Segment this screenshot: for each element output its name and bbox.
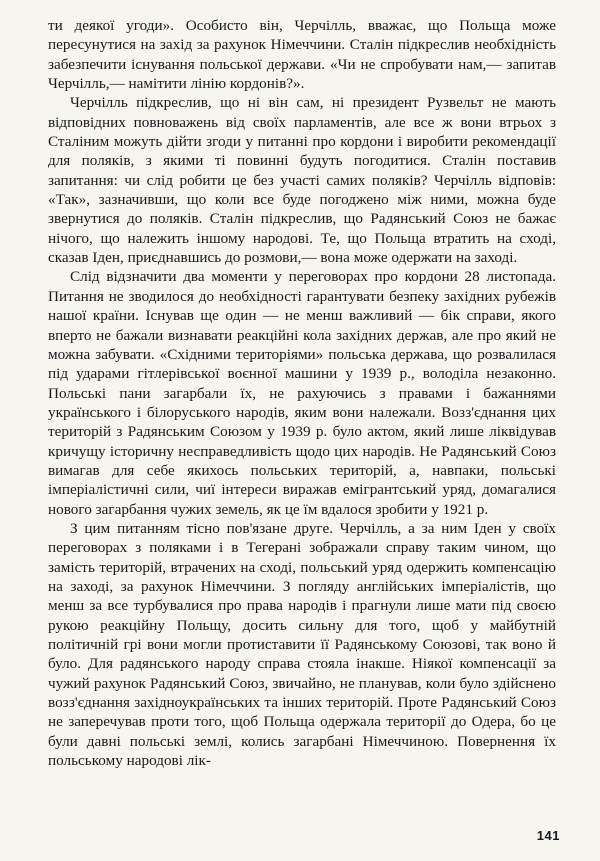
page-number: 141 [536,828,560,843]
paragraph-continuation: ти деякої угоди». Особисто він, Черчілль, вважає, що Польща може пересунутися на захід за рахунок Німеччини. Сталін підкреслив необхідність забезпечити існування польської держави. «Чи не спробувати нам,— запитав Черчілль,— намітити лінію кордонів?». [48,17,556,93]
paragraph-two-moments: Слід відзначити два моменти у переговорах про кордони 28 листопада. Питання не зводилося до необхідності гарантувати безпеку західних рубежів нашої країни. Існував ще один — не менш важливий — бік справи, якого вперто не бажали визнавати реакційні кола західних держав, але про який не можна забувати. «Східними територіями» польська держава, що розвалилася під ударами гітлерівської воєнної машини у 1939 р., володіла незаконно. Польські пани загарбали їх, не рахуючись з правами і бажаннями українського і білоруського народів, яким вони належали. Возз'єднання цих територій з Радянським Союзом у 1939 р. було актом, який лише ліквідував кричущу історичну несправедливість щодо цих народів. Не Радянський Союз вимагав для себе якихось польських територій, а, навпаки, польські імперіалістичні сили, чиї інтереси виражав емігрантський уряд, домагалися нового загарбання чужих земель, як це їм вдалося зробити у 1921 р. [48,268,556,518]
paragraph-churchill-roosevelt: Черчілль підкреслив, що ні він сам, ні президент Рузвельт не мають відповідних повноважень від своїх парламентів, але все ж вони втрьох з Сталіним можуть дійти згоди у питанні про кордони і виробити рекомендації для поляків, з якими ті повинні будуть погодитися. Сталін поставив запитання: чи слід робити це без участі самих поляків? Черчілль відповів: «Так», зазначивши, що коли все буде погоджено між ними, можна буде звернутися до поляків. Сталін підкреслив, що Радянський Союз не бажає нічого, що належить іншому народові. Те, що Польща втратить на сході, сказав Іден, приєднавшись до розмови,— вона може одержати на заході. [48,94,556,267]
paragraph-compensation: З цим питанням тісно пов'язане друге. Черчілль, а за ним Іден у своїх переговорах з поляками і в Тегерані зображали справу таким чином, що замість територій, втрачених на сході, польський уряд одержить компенсацію на заході, за рахунок Німеччини. З погляду англійських імперіалістів, що менш за все турбувалися про права народів і прагнули лише мати під своєю рукою реакційну Польщу, досить сильну для того, щоб у майбутній політичній грі вони могли протиставити її Радянському Союзові, так воно й було. Для радянського народу справа стояла інакше. Ніякої компенсації за чужий рахунок Радянський Союз, звичайно, не планував, коли було здійснено возз'єднання західноукраїнських та інших територій. Проте Радянський Союз не заперечував проти того, щоб Польща одержала території до Одера, бо це були давні польські землі, колись загарбані Німеччиною. Повернення їх польському народові лік- [48,519,556,770]
page-body [48,16,556,770]
